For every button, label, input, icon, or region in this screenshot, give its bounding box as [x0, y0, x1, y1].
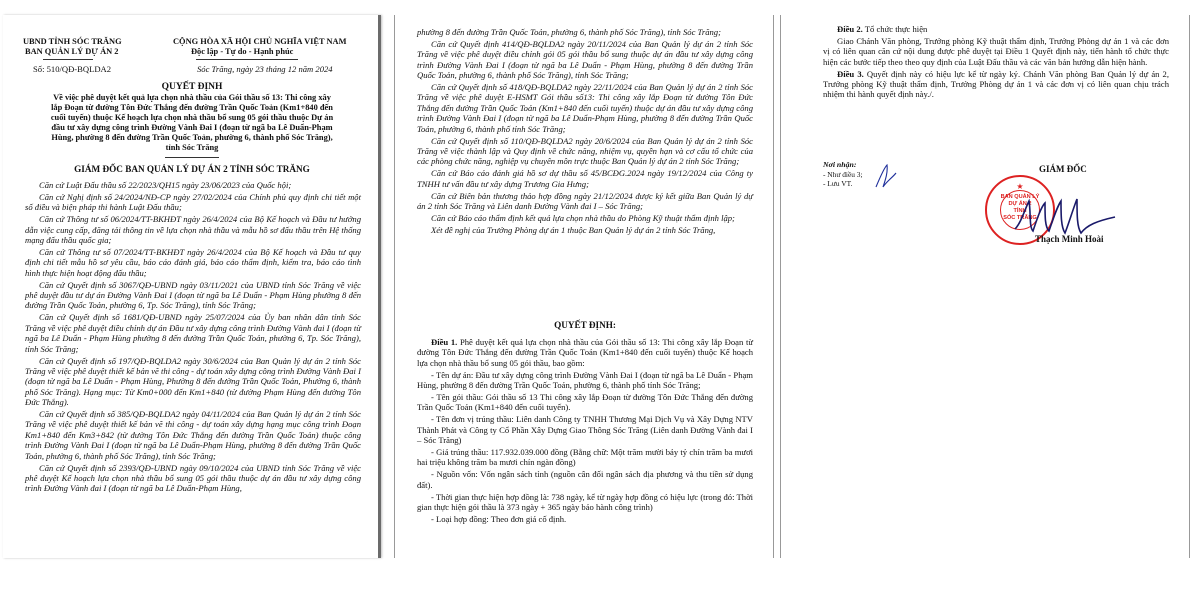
nation-motto: Độc lập - Tự do - Hạnh phúc	[191, 47, 294, 56]
article-2-label: Điều 2.	[837, 24, 863, 34]
subject-line: cuối tuyến) thuộc Kế hoạch lựa chọn nhà thầu bổ sung 05 gói thầu thuộc Dự án	[50, 113, 334, 122]
subject-line: tỉnh Sóc Trăng	[165, 143, 219, 152]
initials-mark	[873, 163, 899, 191]
legal-basis: Căn cứ Thông tư số 06/2024/TT-BKHĐT ngày 26/4/2024 của Bộ Kế hoạch và Đầu tư hướng dẫn việc cung cấp, đăng tải thông tin về lựa chọn nhà thầu và mẫu hồ sơ đấu thầu trên Hệ thống mạng đấu thầu quốc gia;	[25, 214, 361, 246]
place-date: Sóc Trăng, ngày 23 tháng 12 năm 2024	[197, 64, 333, 74]
legal-basis: Căn cứ Quyết định số 110/QĐ-BQLDA2 ngày 20/6/2024 của Ban Quản lý dự án 2 tỉnh Sóc Trăng về việc thành lập và Quy định về chức năng, nhiệm vụ, quyền hạn và cơ cấu tổ chức của các phòng chức năng, nghiệp vụ chuyên môn trực thuộc Ban Quản lý dự án 2 tỉnh Sóc Trăng;	[417, 135, 753, 167]
article-1-item: - Thời gian thực hiện hợp đồng là: 738 ngày, kể từ ngày hợp đồng có hiệu lực (trong đó: Thời gian thực hiện gói thầu là 373 ngày + 365 ngày bảo hành công trình)	[417, 491, 753, 513]
legal-basis: Căn cứ Luật Đấu thầu số 22/2023/QH15 ngày 23/06/2023 của Quốc hội;	[39, 180, 292, 190]
document-title: QUYẾT ĐỊNH	[161, 82, 223, 92]
document-number: Số: 510/QĐ-BQLDA2	[33, 64, 112, 74]
legal-basis: Căn cứ Quyết định số 385/QĐ-BQLDA2 ngày 04/11/2024 của Ban Quản lý dự án 2 tỉnh Sóc Trăng về việc phê duyệt thiết kế bản vẽ thi công - dự toán xây dựng hạng mục công trình Đoạn Km1+840 đến Km3+842 (từ đường Tôn Đức Thắng đến đường Trần Quốc Toản) thuộc công trình Đường Vành Đai I (đoạn từ ngã ba Lê Duẩn-Phạm Hùng, phường 8 đến đường Trần Quốc Toản, phường 6, thành phố Sóc Trăng), tỉnh Sóc Trăng;	[25, 409, 361, 461]
article-1-item: - Tên gói thầu: Gói thầu số 13 Thi công xây lắp Đoạn từ đường Tôn Đức Thắng đến đường Trần Quốc Toản (Km1+840 đến cuối tuyến).	[417, 392, 753, 413]
legal-basis: Căn cứ Thông tư số 07/2024/TT-BKHĐT ngày 26/4/2024 của Bộ Kế hoạch và Đầu tư quy định chi tiết mẫu hồ sơ yêu cầu, báo cáo đánh giá, báo cáo thẩm định, kiểm tra, báo cáo tình hình thực hiện hoạt động đấu thầu;	[25, 246, 361, 278]
legal-basis: Xét đề nghị của Trưởng Phòng dự án 1 thuộc Ban Quản lý dự án 2 tỉnh Sóc Trăng,	[431, 224, 716, 235]
recipient-item: - Như điều 3;	[823, 170, 863, 179]
article-2-text: Giao Chánh Văn phòng, Trưởng phòng Kỹ thuật thẩm định, Trưởng Phòng dự án 1 và các đơn vị có liên quan căn cứ nội dung được phê duyệt tại Điều 1 Quyết định này, tiến hành tổ chức thực hiện các bước tiếp theo theo quy định của Luật Đấu thầu và các văn bản hướng dẫn hiện hành.	[823, 35, 1169, 67]
document-page-3	[780, 15, 1190, 558]
article-3-label: Điều 3.	[837, 68, 864, 79]
article-1-item: - Tên đơn vị trúng thầu: Liên danh Công ty TNHH Thương Mại Dịch Vụ và Xây Dựng NTV Thành Phát và Công ty Cổ Phần Xây Dựng Giao Thông Sóc Trăng (Liên danh Đường Vành đai I – Sóc Trăng)	[417, 414, 753, 446]
article-2-lead: Tổ chức thực hiện	[864, 24, 928, 34]
article-1	[417, 337, 753, 526]
seal-text: SÓC TRĂNG	[1003, 215, 1037, 221]
seal-text: DỰ ÁN 2	[1008, 201, 1032, 207]
subject-underline	[165, 157, 219, 158]
article-1-item: - Tên dự án: Đầu tư xây dựng công trình Đường Vành Đai I (đoạn từ ngã ba Lê Duẩn - Phạm Hùng, phường 8 đến đường Trần Quốc Toản, phường 6, thành phố tỉnh Sóc Trăng;	[417, 369, 753, 391]
legal-bases-list	[25, 180, 361, 495]
legal-basis: phường 8 đến đường Trần Quốc Toản, phường 6, thành phố Sóc Trăng), tỉnh Sóc Trăng;	[417, 27, 721, 37]
nation-name: CỘNG HÒA XÃ HỘI CHỦ NGHĨA VIỆT NAM	[173, 37, 347, 46]
document-page-1	[3, 15, 381, 558]
org-underline	[43, 59, 93, 60]
articles-2-3	[823, 24, 1169, 101]
legal-basis: Căn cứ Quyết định số 3067/QĐ-UBND ngày 03/11/2021 của UBND tỉnh Sóc Trăng về việc phê duyệt đầu tư dự án Đường Vành Đai I (đoạn từ ngã ba Lê Duẩn - Phạm Hùng phường 8 đến đường Trần Quốc Toản, phường 6, Tp. Sóc Trăng), tỉnh Sóc Trăng;	[25, 279, 361, 311]
recipient-item: - Lưu VT.	[823, 179, 853, 188]
subject-line: Hùng, phường 8 đến đường Trần Quốc Toản, phường 6, thành phố Sóc Trăng),	[51, 133, 333, 142]
motto-underline	[196, 59, 298, 60]
legal-basis: Căn cứ Báo cáo đánh giá hồ sơ dự thầu số 45/BCĐG.2024 ngày 19/12/2024 của Công ty TNHH tư vấn đầu tư xây dựng Trương Gia Hưng;	[417, 168, 753, 189]
legal-basis: Căn cứ Quyết định số 197/QĐ-BQLDA2 ngày 30/6/2024 của Ban Quản lý dự án 2 tỉnh Sóc Trăng về việc phê duyệt thiết kế bản vẽ thi công - dự toán xây dựng công trình Đường Vành Đai I (đoạn từ ngã ba Lê Duẩn - Phạm Hùng, Phường 8 đến đường Trần Quốc Toản, Phường 6, thành phố Sóc Trăng). Hạng mục: Từ Km0+000 đến Km1+840 (từ đường Phạm Hùng đến đường Tôn Đức Thắng).	[25, 355, 361, 408]
subject-line: đầu tư xây dựng công trình Đường Vành Đai I (đoạn từ ngã ba Lê Duẩn-Phạm	[51, 123, 333, 132]
seal-star-icon: ★	[1016, 182, 1024, 191]
recipients-label: Nơi nhận:	[823, 160, 857, 169]
legal-basis: Căn cứ Quyết định số 418/QĐ-BQLDA2 ngày 22/11/2024 của Ban Quản lý dự án 2 tỉnh Sóc Trăng về việc phê duyệt E-HSMT Gói thầu số13: Thi công xây lắp Đoạn từ đường Tôn Đức Thắng đến đường Trần Quốc Toản (Km1+840 đến cuối tuyến) thuộc dự án đầu tư xây dựng công trình Đường Vành Đai I (đoạn từ ngã ba Lê Duẩn-Phạm Hùng, phường 8 đến đường Trần Quốc Toản, phường 6, thành phố tỉnh Sóc Trăng;	[417, 82, 753, 134]
article-1-item: - Giá trúng thầu: 117.932.039.000 đồng (Bằng chữ: Một trăm mười bảy tỷ chín trăm ba mươi hai triệu không trăm ba mươi chín ngàn đồng)	[417, 447, 753, 468]
article-1-label: Điều 1.	[431, 337, 458, 347]
legal-basis: Căn cứ Quyết định 414/QĐ-BQLDA2 ngày 20/11/2024 của Ban Quản lý dự án 2 tỉnh Sóc Trăng về việc phê duyệt điều chỉnh gói 05 gói thầu bổ sung thuộc dự án đầu tư xây dựng công trình Đường Vành Đai I (đoạn từ ngã ba Lê Duẩn - Phạm Hùng, phường 8 đến đường Trần Quốc Toản, phường 6, thành phố Sóc Trăng), tỉnh Sóc Trăng;	[417, 38, 753, 81]
legal-basis: Căn cứ Nghị định số 24/2024/NĐ-CP ngày 27/02/2024 của Chính phủ quy định chi tiết một số điều và biện pháp thi hành Luật Đấu thầu;	[25, 191, 361, 213]
issuing-authority: GIÁM ĐỐC BAN QUẢN LÝ DỰ ÁN 2 TỈNH SÓC TRĂNG	[74, 164, 310, 174]
subject-line: lắp Đoạn từ đường Tôn Đức Thắng đến đường Trần Quốc Toản (Km1+840 đến	[51, 103, 333, 112]
signer-title: GIÁM ĐỐC	[1039, 164, 1087, 174]
org-name-line2: BAN QUẢN LÝ DỰ ÁN 2	[25, 47, 119, 56]
legal-basis: Căn cứ Quyết định số 1681/QĐ-UBND ngày 25/07/2024 của Ủy ban nhân dân tỉnh Sóc Trăng về việc phê duyệt điều chỉnh dự án Đầu tư xây dựng công trình Đường Vành đai I (đoạn từ ngã ba Lê Duẩn - Phạm Hùng phường 8 đến đường Trần Quốc Toản, phường 6, Tp. Sóc Trăng), tỉnh Sóc Trăng;	[25, 312, 361, 354]
article-1-text: Phê duyệt kết quả lựa chọn nhà thầu của Gói thầu số 13: Thi công xây lắp Đoạn từ đường Tôn Đức Thắng đến đường Trần Quốc Toản (Km1+840 đến cuối tuyến) thuộc Kế hoạch lựa chọn nhà thầu bổ sung 05 gói thầu, bao gồm:	[417, 337, 753, 368]
article-3-text: Quyết định này có hiệu lực kể từ ngày ký. Chánh Văn phòng Ban Quản lý dự án 2, Trưởng phòng Kỹ thuật thẩm định, Trưởng Phòng dự án 1 và các đơn vị có liên quan chịu trách nhiệm thi hành quyết định này./.	[823, 68, 1170, 100]
article-1-item: - Loại hợp đồng: Theo đơn giá cố định.	[431, 514, 567, 524]
article-1-item: - Nguồn vốn: Vốn ngân sách tỉnh (nguồn cân đối ngân sách địa phương và thu tiền sử dụng đất).	[417, 469, 753, 490]
legal-basis: Căn cứ Quyết định số 2393/QĐ-UBND ngày 09/10/2024 của UBND tỉnh Sóc Trăng về việc phê duyệt Kế hoạch lựa chọn nhà thầu bổ sung 05 gói thầu thuộc dự án đầu tư xây dựng công trình Đường Vành đai I (đoạn từ ngã ba Lê Duẩn-Phạm Hùng,	[25, 462, 361, 494]
legal-basis: Căn cứ Báo cáo thẩm định kết quả lựa chọn nhà thầu do Phòng Kỹ thuật thẩm định lập;	[431, 212, 735, 223]
org-name-line1: UBND TỈNH SÓC TRĂNG	[23, 37, 122, 46]
legal-basis: Căn cứ Biên bản thương thảo hợp đồng ngày 21/12/2024 được ký kết giữa Ban Quản lý dự án 2 tỉnh Sóc Trăng và Liên danh Đường Vành đai I – Sóc Trăng;	[417, 190, 753, 211]
document-page-2	[394, 15, 774, 558]
decision-heading: QUYẾT ĐỊNH:	[554, 320, 616, 330]
seal-text: BAN QUẢN LÝ	[1000, 194, 1040, 200]
seal-text: TỈNH	[1013, 208, 1027, 214]
legal-bases-continued	[417, 27, 753, 237]
subject-line: Về việc phê duyệt kết quả lựa chọn nhà thầu của Gói thầu số 13: Thi công xây	[53, 93, 331, 102]
signer-name: Thạch Minh Hoài	[1035, 234, 1104, 244]
